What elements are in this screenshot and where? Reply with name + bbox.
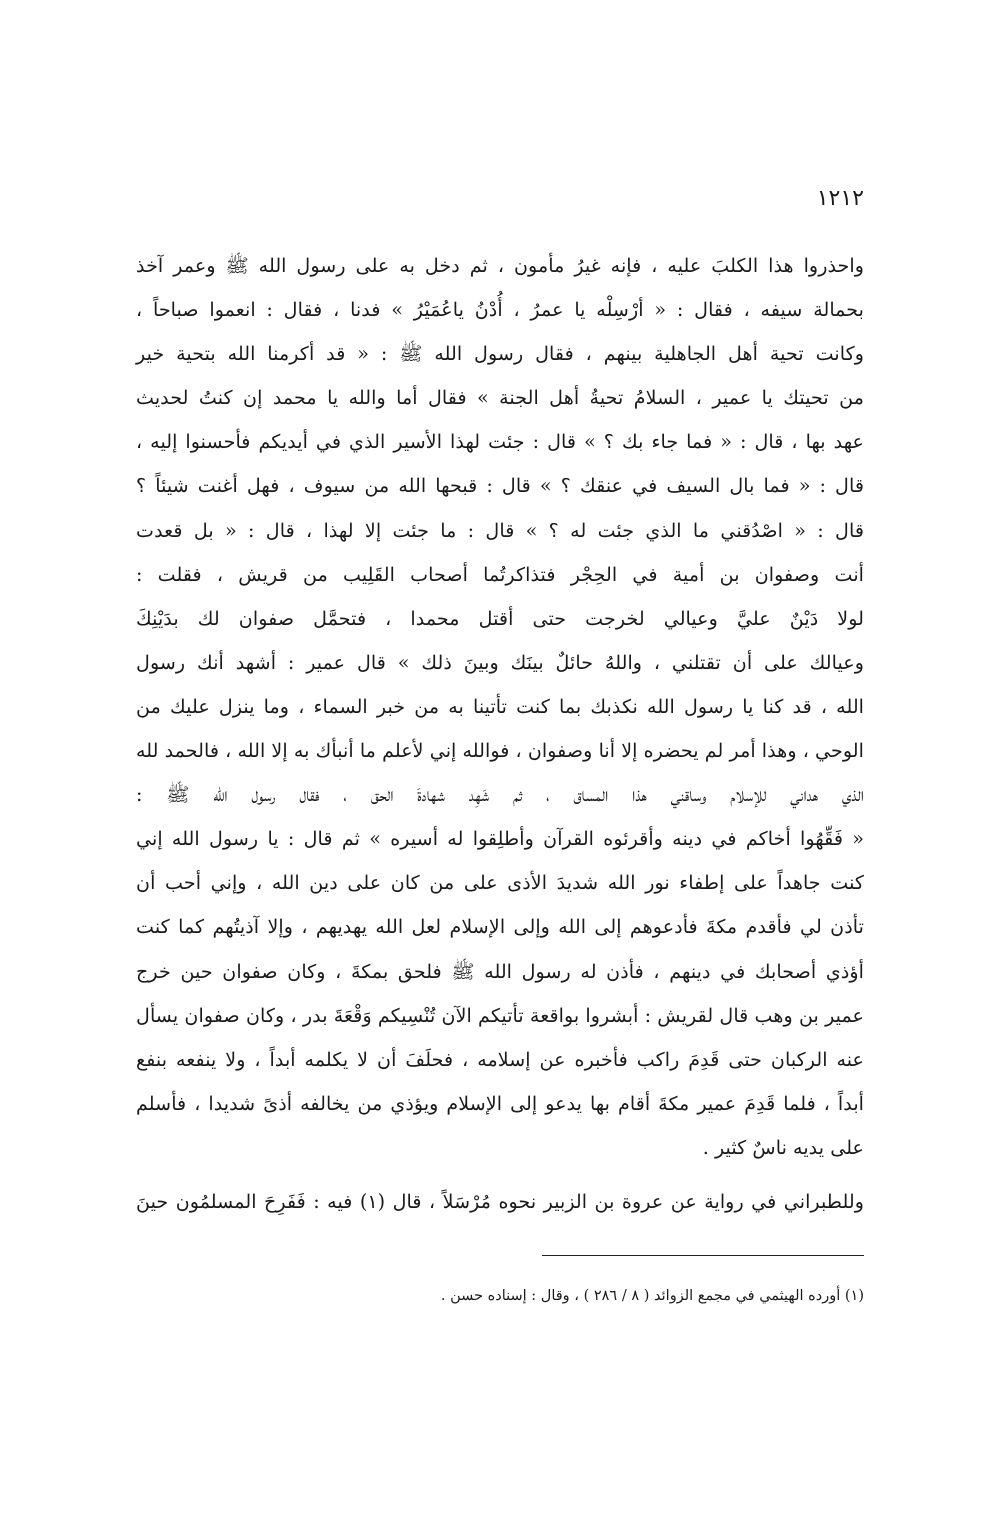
main-paragraph	[136, 246, 864, 1172]
text-line: أبداً ، فلما قَدِمَ عمير مكةَ أقام بها يدعو إلى الإسلام ويؤذي من يخالفه أذىً شديدا ، فأسلم	[136, 1091, 864, 1115]
footnote-divider	[542, 1255, 864, 1256]
text-line: الوحي ، وهذا أمر لم يحضره إلا أنا وصفوان ، فوالله إني لأعلم ما أنبأك به إلا الله ، فالحمد لله	[136, 739, 864, 763]
text-line: قال : « اصْدُقني ما الذي جئت له ؟ » قال : ما جئت إلا لهذا ، قال : « بل قعدت	[136, 518, 864, 542]
text-line: بحمالة سيفه ، فقال : « أرْسِلْه يا عمرُ ، أُدْنُ ياعُمَيْرُ » فدنا ، فقال : انعموا صباحاً ،	[136, 298, 864, 322]
text-line: كنت جاهداً على إطفاء نور الله شديدَ الأذى على من كان على دين الله ، وإني أحب أن	[136, 871, 864, 895]
text-line: وكانت تحية أهل الجاهلية بينهم ، فقال رسول الله ﷺ : « قد أكرمنا الله بتحية خير	[136, 342, 864, 366]
text-line: أنت وصفوان بن أمية في الحِجْر فتذاكرتُما أصحاب القَلِيب من قريش ، فقلت :	[136, 562, 864, 586]
text-line: أؤذي أصحابك في دينهم ، فأذن له رسول الله ﷺ فلحق بمكةَ ، وكان صفوان حين خرج	[136, 959, 864, 983]
text-line: « فَقِّهُوا أخاكم في دينه وأقرئوه القرآن وأطلِقوا له أسيره » ثم قال : يا رسول الله إني	[136, 827, 864, 851]
text-line: عمير بن وهب قال لقريش : أبشروا بواقعة تأتيكم الآن تُنْسِيكم وَقْعَةَ بدر ، وكان صفوان يسأل	[136, 1003, 864, 1027]
text-line: قال : « فما بال السيف في عنقك ؟ » قال : قبحها الله من سيوف ، فهل أغنت شيئاً ؟	[136, 474, 864, 498]
second-paragraph	[136, 1182, 864, 1226]
text-line: عهد بها ، قال : « فما جاء بك ؟ » قال : جئت لهذا الأسير الذي في أيديكم فأحسنوا إليه ،	[136, 430, 864, 454]
text-line: لولا دَيْنٌ عليَّ وعيالي لخرجت حتى أقتل محمدا ، فتحمَّل صفوان لك بدَيْنِكَ	[136, 606, 864, 630]
text-line: تأذن لي فأقدم مكةَ فأدعوهم إلى الله وإلى الإسلام لعل الله يهديهم ، وإلا آذيتُهم كما كنت	[136, 915, 864, 939]
text-line: وللطبراني في رواية عن عروة بن الزبير نحوه مُرْسَلاً ، قال (١) فيه : فَفَرِحَ المسلمُون حينَ	[136, 1190, 864, 1213]
text-line: عنه الركبان حتى قَدِمَ راكب فأخبره عن إسلامه ، فحلَفَ أن لا يكلمه أبداً ، ولا ينفعه بنفع	[136, 1047, 864, 1071]
footnote: (١) أورده الهيثمي في مجمع الزوائد ( ٨ / ٢٨٦ ) ، وقال : إسناده حسن .	[440, 1288, 864, 1304]
page-number: ١٢١٢	[816, 186, 864, 211]
text-line: من تحيتك يا عمير ، السلامُ تحيةُ أهل الجنة » فقال أما والله يا محمد إن كنتُ لحديث	[136, 386, 864, 410]
text-line: على يديه ناسٌ كثير .	[702, 1135, 864, 1159]
text-line: واحذروا هذا الكلبَ عليه ، فإنه غيرُ مأمون ، ثم دخل به على رسول الله ﷺ وعمر آخذ	[136, 254, 864, 277]
text-line: الله ، قد كنا يا رسول الله نكذبك بما كنت تأتينا به من خبر السماء ، وما ينزل عليك من	[136, 694, 864, 718]
text-line: وعيالك على أن تقتلني ، واللهُ حائلٌ بينَك وبينَ ذلك » قال عمير : أشهد أنك رسول	[136, 650, 864, 674]
text-line: الذي هداني للإسلام وساقني هذا المساق ، ثم شَهِد شهادةَ الحق ، فقال رسول الله ﷺ :	[136, 783, 864, 807]
